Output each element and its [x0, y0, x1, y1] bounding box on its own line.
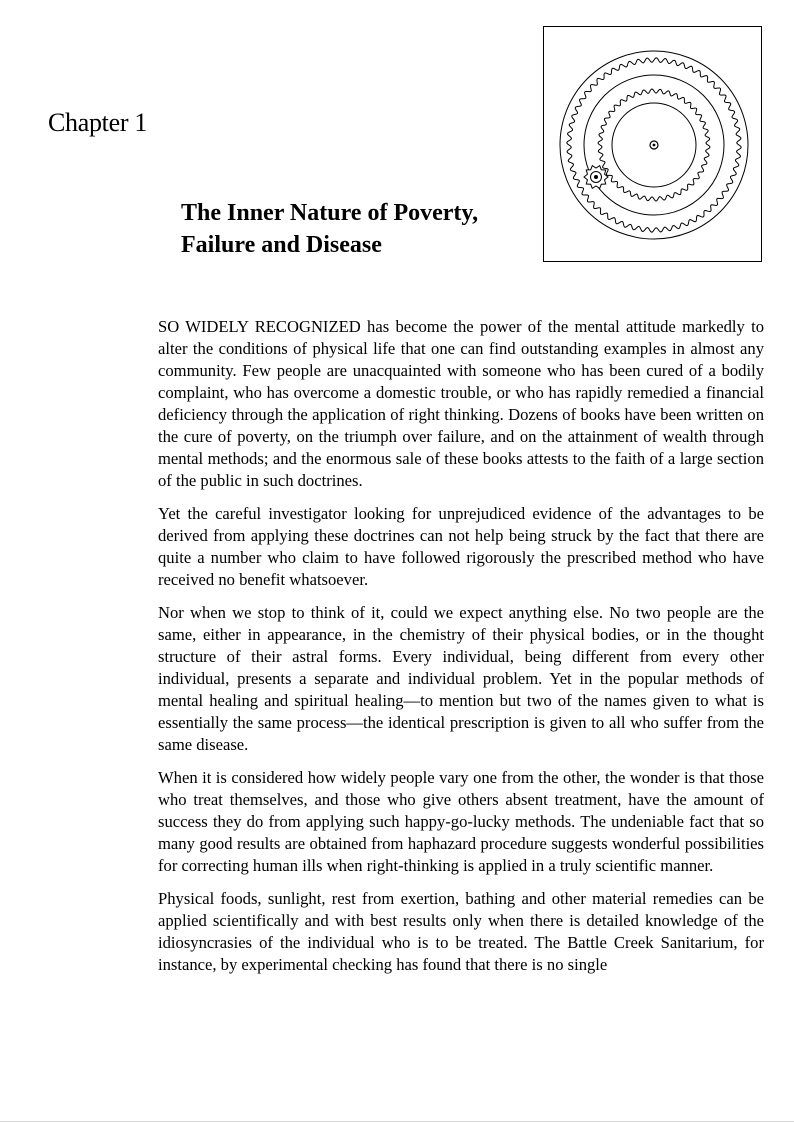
chapter-label: Chapter 1: [48, 108, 148, 137]
emblem-center-dot: [653, 144, 656, 147]
chapter-body: [158, 316, 764, 987]
emblem-small-cog-dot: [594, 175, 598, 179]
gear-wheel-emblem: [543, 26, 762, 262]
chapter-title: [181, 197, 541, 261]
paragraph-1: SO WIDELY RECOGNIZED has become the power of the mental attitude markedly to alter the conditions of physical life that one can find outstanding examples in almost any community. Few people are unacquainted with someone who has been cured of a bodily complaint, who has overcome a domestic trouble, or who has rapidly remedied a financial deficiency through the application of right thinking. Dozens of books have been written on the cure of poverty, on the triumph over failure, and on the attainment of wealth through mental methods; and the enormous sale of these books attests to the faith of a large section of the public in such doctrines.: [158, 317, 764, 490]
gear-wheel-emblem-icon: [544, 27, 763, 263]
paragraph-3: Nor when we stop to think of it, could we expect anything else. No two people are the same, either in appearance, in the chemistry of their physical bodies, or in the thought structure of their astral forms. Every individual, being different from every other individual, presents a separate and individual problem. Yet in the popular methods of mental healing and spiritual healing—to mention but two of the names given to what is essentially the same process—the identical prescription is given to all who suffer from the same disease.: [158, 603, 764, 754]
paragraph-4: When it is considered how widely people vary one from the other, the wonder is that those who treat themselves, and those who give others absent treatment, have the amount of success they do from applying such happy-go-lucky methods. The undeniable fact that so many good results are obtained from haphazard procedure suggests wonderful possibilities for correcting human ills when right-thinking is applied in a truly scientific manner.: [158, 768, 764, 875]
chapter-title-line-2: Failure and Disease: [181, 232, 382, 258]
page-bottom-rule: [0, 1121, 794, 1122]
paragraph-5: Physical foods, sunlight, rest from exertion, bathing and other material remedies can be applied scientifically and with best results only when there is detailed knowledge of the idiosyncrasies of the individual who is to be treated. The Battle Creek Sanitarium, for instance, by experimental checking has found that there is no single: [158, 889, 764, 974]
chapter-title-line-1: The Inner Nature of Poverty,: [181, 200, 479, 226]
paragraph-2: Yet the careful investigator looking for unprejudiced evidence of the advantages to be derived from applying these doctrines can not help being struck by the fact that there are quite a number who claim to have followed rigorously the prescribed method who have received no benefit whatsoever.: [158, 504, 764, 589]
